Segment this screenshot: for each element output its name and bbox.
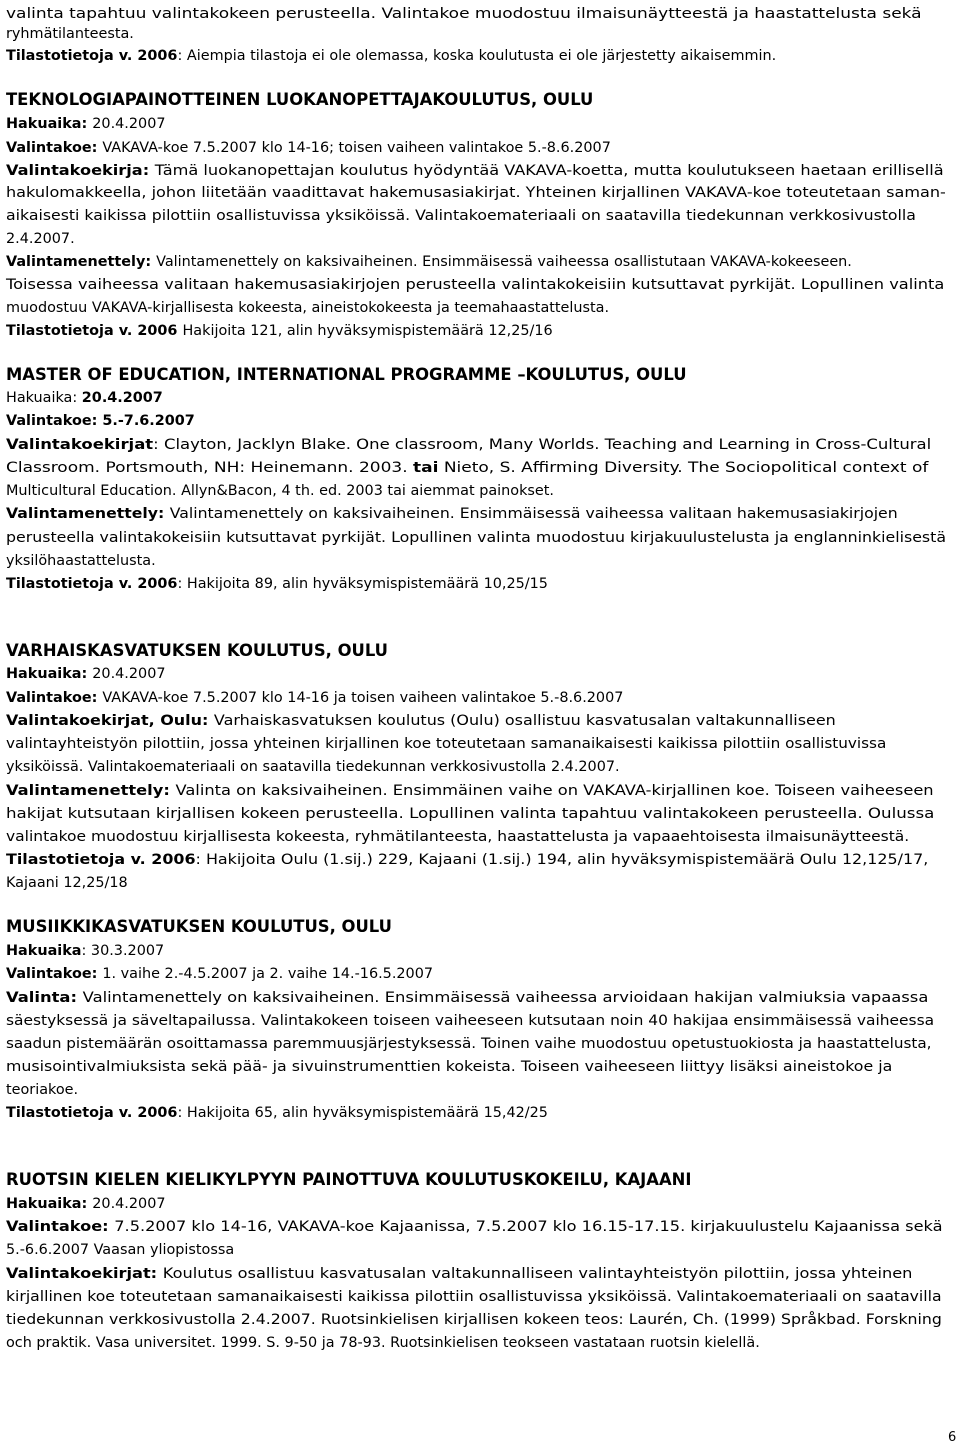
- text-line: [6, 711, 836, 731]
- text-line: [6, 365, 687, 386]
- text-line: [6, 1034, 932, 1054]
- bold-label: Valintakoekirjat, Oulu:: [6, 713, 214, 729]
- bold-label: Valintamenettely:: [6, 254, 157, 270]
- text-line: [6, 551, 156, 571]
- text-run: valinta tapahtuu valintakokeen perusteella. Valintakoe muodostuu ilmaisunäytteestä ja haastattelusta sekä: [6, 6, 922, 22]
- text-run: 2.4.2007.: [6, 231, 75, 247]
- text-line: [6, 941, 164, 961]
- text-line: [6, 275, 944, 295]
- text-run: Toisessa vaiheessa valitaan hakemusasiakirjojen perusteella valintakokeisiin kutsuttavat pyrkijät. Lopullinen valinta: [6, 277, 945, 293]
- text-run: VAKAVA-koe 7.5.2007 klo 14-16; toisen vaiheen valintakoe 5.-8.6.2007: [102, 140, 611, 156]
- text-line: [6, 1057, 892, 1077]
- text-line: [6, 138, 611, 158]
- text-line: [6, 4, 922, 24]
- text-run: Valintamenettely on kaksivaiheinen. Ensimmäisessä vaiheessa valitaan hakemusasiakirjojen: [169, 506, 898, 522]
- section-heading: MUSIIKKIKASVATUKSEN KOULUTUS, OULU: [6, 917, 392, 936]
- text-run: Valintamenettely on kaksivaiheinen. Ensimmäisessä vaiheessa osallistutaan VAKAVA-kokeeseen.: [156, 254, 852, 270]
- text-run: 20.4.2007: [92, 116, 166, 132]
- text-line: [6, 1194, 166, 1214]
- text-line: [6, 757, 620, 777]
- text-line: [6, 321, 553, 341]
- text-line: [6, 641, 388, 662]
- bold-label: Hakuaika:: [6, 1196, 93, 1212]
- text-line: [6, 1240, 234, 1260]
- text-line: [6, 458, 928, 478]
- text-line: [6, 688, 623, 708]
- text-run: : Aiempia tilastoja ei ole olemassa, koska koulutusta ei ole järjestetty aikaisemmin.: [177, 48, 777, 64]
- text-line: [6, 114, 166, 134]
- text-run: hakijat kutsutaan kirjallisen kokeen perusteella. Lopullinen valinta tapahtuu valintakokeen perusteella. Oulussa: [6, 806, 935, 822]
- bold-label: Valintakoekirja:: [6, 163, 155, 179]
- text-line: [6, 90, 593, 111]
- text-run: tiedekunnan verkkosivustolla 2.4.2007. Ruotsinkielisen kirjallisen kokeen teos: Laurén, Ch. (1999) Språkbad. Forskning: [6, 1312, 942, 1328]
- text-run: valintakoe muodostuu kirjallisesta kokeesta, ryhmätilanteesta, haastattelusta ja vapaaehtoisesta ilmaisunäytteestä.: [6, 829, 910, 845]
- text-run: Classroom. Portsmouth, NH: Heinemann. 2003.: [6, 460, 414, 476]
- bold-label: Valintamenettely:: [6, 506, 170, 522]
- text-run: Kajaani 12,25/18: [6, 875, 128, 891]
- bold-label: tai: [413, 460, 439, 476]
- text-run: : 30.3.2007: [81, 943, 165, 959]
- text-run: muodostuu VAKAVA-kirjallisesta kokeesta, aineistokokeesta ja teemahaastattelusta.: [6, 300, 610, 316]
- text-run: Nieto, S. Affirming Diversity. The Sociopolitical context of: [438, 460, 929, 476]
- text-run: valintayhteistyön pilottiin, jossa yhteinen kirjallinen koe toteutetaan samanaikaisesti kaikissa pilottiin osallistuvissa: [6, 736, 887, 752]
- text-line: [6, 1103, 548, 1123]
- text-line: [6, 1287, 942, 1307]
- bold-label: Hakuaika:: [6, 666, 93, 682]
- text-run: aikaisesti kaikissa pilottiin osallistuvissa yksiköissä. Valintakoemateriaali on saatavilla tiedekunnan verkkosivustolla: [6, 208, 916, 224]
- text-line: [6, 781, 934, 801]
- text-line: [6, 504, 898, 524]
- text-line: [6, 206, 916, 226]
- text-run: 20.4.2007: [92, 666, 166, 682]
- bold-label: Valintakoe:: [6, 966, 103, 982]
- text-run: hakulomakkeella, johon liitetään vaadittavat hakemusasiakirjat. Yhteinen kirjallinen VAKAVA-koe toteutetaan saman-: [6, 185, 946, 201]
- text-run: yksilöhaastattelusta.: [6, 553, 156, 569]
- bold-label: Valintakoe:: [6, 1219, 115, 1235]
- section-heading: TEKNOLOGIAPAINOTTEINEN LUOKANOPETTAJAKOULUTUS, OULU: [6, 90, 594, 109]
- text-run: Koulutus osallistuu kasvatusalan valtakunnalliseen valintayhteistyön pilottiin, jossa yhteinen: [162, 1266, 913, 1282]
- text-line: [6, 1011, 934, 1031]
- text-line: [6, 664, 166, 684]
- text-line: [6, 873, 128, 893]
- text-run: 20.4.2007: [92, 1196, 166, 1212]
- bold-label: Valintakoe: 5.-7.6.2007: [6, 413, 195, 429]
- bold-label: Tilastotietoja v. 2006: [6, 1105, 178, 1121]
- text-line: [6, 435, 931, 455]
- page-number: 6: [948, 1430, 957, 1445]
- text-line: [6, 1310, 942, 1330]
- bold-label: Valinta:: [6, 990, 83, 1006]
- text-run: : Hakijoita 65, alin hyväksymispistemäärä 15,42/25: [177, 1105, 548, 1121]
- text-line: [6, 183, 946, 203]
- bold-label: Tilastotietoja v. 2006: [6, 576, 178, 592]
- text-run: : Clayton, Jacklyn Blake. One classroom, Many Worlds. Teaching and Learning in Cross-Cultural: [153, 437, 932, 453]
- text-line: [6, 411, 195, 431]
- text-run: Varhaiskasvatuksen koulutus (Oulu) osallistuu kasvatusalan valtakunnalliseen: [213, 713, 836, 729]
- text-run: Valintamenettely on kaksivaiheinen. Ensimmäisessä vaiheessa arvioidaan hakijan valmiuksia vapaassa: [82, 990, 929, 1006]
- text-line: [6, 252, 852, 272]
- text-line: [6, 827, 909, 847]
- text-line: [6, 1170, 691, 1191]
- text-line: [6, 388, 163, 408]
- section-heading: RUOTSIN KIELEN KIELIKYLPYYN PAINOTTUVA KOULUTUSKOKEILU, KAJAANI: [6, 1170, 692, 1189]
- bold-label: Hakuaika: [6, 943, 82, 959]
- bold-label: Tilastotietoja v. 2006: [6, 323, 183, 339]
- text-run: Valinta on kaksivaiheinen. Ensimmäinen vaihe on VAKAVA-kirjallinen koe. Toiseen vaiheeseen: [175, 783, 934, 799]
- section-heading: MASTER OF EDUCATION, INTERNATIONAL PROGRAMME –KOULUTUS, OULU: [6, 365, 687, 384]
- text-line: [6, 964, 433, 984]
- text-run: Tämä luokanopettajan koulutus hyödyntää VAKAVA-koetta, mutta koulutukseen haetaan erillisellä: [154, 163, 944, 179]
- text-run: 5.-6.6.2007 Vaasan yliopistossa: [6, 1242, 235, 1258]
- bold-label: Valintakoekirjat: [6, 437, 154, 453]
- text-run: VAKAVA-koe 7.5.2007 klo 14-16 ja toisen vaiheen valintakoe 5.-8.6.2007: [102, 690, 624, 706]
- text-run: 7.5.2007 klo 14-16, VAKAVA-koe Kajaanissa, 7.5.2007 klo 16.15-17.15. kirjakuulustelu Kajaanissa sekä: [114, 1219, 943, 1235]
- text-run: : Hakijoita Oulu (1.sij.) 229, Kajaani (1.sij.) 194, alin hyväksymispistemäärä Oulu 12,125/17,: [195, 852, 929, 868]
- bold-label: Hakuaika:: [6, 116, 93, 132]
- text-run: Hakuaika:: [6, 390, 82, 406]
- text-line: [6, 1333, 760, 1353]
- bold-label: 20.4.2007: [81, 390, 163, 406]
- text-line: [6, 46, 776, 66]
- bold-label: Valintakoe:: [6, 690, 103, 706]
- text-line: [6, 481, 554, 501]
- text-run: : Hakijoita 89, alin hyväksymispistemäärä 10,25/15: [177, 576, 548, 592]
- text-run: Multicultural Education. Allyn&Bacon, 4 th. ed. 2003 tai aiemmat painokset.: [6, 483, 554, 499]
- text-line: [6, 528, 946, 548]
- text-run: 1. vaihe 2.-4.5.2007 ja 2. vaihe 14.-16.5.2007: [102, 966, 434, 982]
- text-line: [6, 917, 392, 938]
- text-line: [6, 229, 75, 249]
- text-line: [6, 24, 134, 44]
- text-line: [6, 1264, 912, 1284]
- text-line: [6, 988, 928, 1008]
- text-line: [6, 734, 886, 754]
- section-heading: VARHAISKASVATUKSEN KOULUTUS, OULU: [6, 641, 388, 660]
- bold-label: Valintakoekirjat:: [6, 1266, 163, 1282]
- text-run: saadun pistemäärän osoittamassa paremmuusjärjestyksessä. Toinen vaihe muodostuu opetustuokiosta ja haastattelusta,: [6, 1036, 932, 1052]
- text-line: [6, 298, 609, 318]
- text-line: [6, 850, 928, 870]
- text-line: [6, 804, 934, 824]
- text-line: [6, 1217, 943, 1237]
- bold-label: Valintamenettely:: [6, 783, 176, 799]
- text-run: yksiköissä. Valintakoemateriaali on saatavilla tiedekunnan verkkosivustolla 2.4.2007.: [6, 759, 620, 775]
- text-run: ryhmätilanteesta.: [6, 26, 134, 42]
- bold-label: Valintakoe:: [6, 140, 103, 156]
- bold-label: Tilastotietoja v. 2006: [6, 48, 178, 64]
- text-run: teoriakoe.: [6, 1082, 79, 1098]
- bold-label: Tilastotietoja v. 2006: [6, 852, 196, 868]
- text-run: Hakijoita 121, alin hyväksymispistemäärä 12,25/16: [182, 323, 553, 339]
- text-run: och praktik. Vasa universitet. 1999. S. 9-50 ja 78-93. Ruotsinkielisen teokseen vastataan ruotsin kielellä.: [6, 1335, 760, 1351]
- text-line: [6, 1080, 78, 1100]
- text-run: kirjallinen koe toteutetaan samanaikaisesti kaikissa pilottiin osallistuvissa yksiköissä. Valintakoemateriaali on saatavilla: [6, 1289, 942, 1305]
- text-line: [6, 161, 944, 181]
- text-run: musisointivalmiuksista sekä pää- ja sivuinstrumenttien kokeista. Toiseen vaiheeseen liittyy lisäksi aineistokoe ja: [6, 1059, 893, 1075]
- text-line: [6, 574, 548, 594]
- text-run: perusteella valintakokeisiin kutsuttavat pyrkijät. Lopullinen valinta muodostuu kirjakuulustelusta ja englanninkielisestä: [6, 530, 947, 546]
- text-run: säestyksessä ja säveltapailussa. Valintakokeen toiseen vaiheeseen kutsutaan noin 40 hakijaa ensimmäisessä vaiheessa: [6, 1013, 935, 1029]
